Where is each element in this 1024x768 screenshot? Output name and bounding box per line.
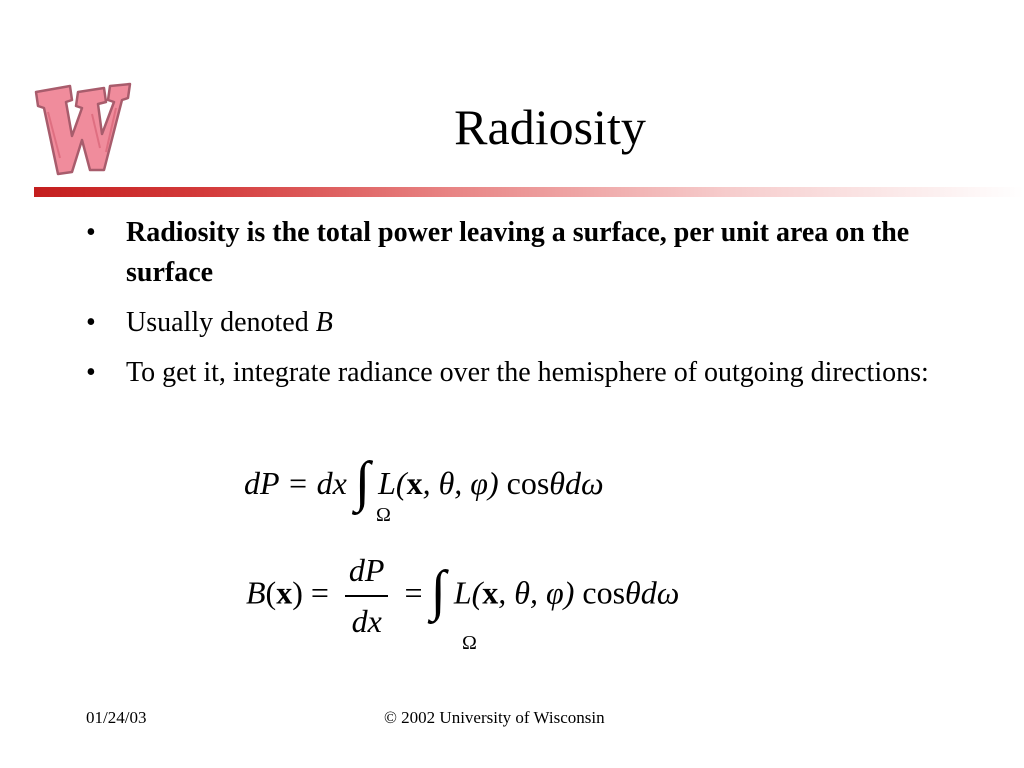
bullet-dot: •	[86, 217, 96, 248]
bullet-dot: •	[86, 357, 96, 388]
bullet-text-integration: To get it, integrate radiance over the hemisphere of outgoing directions:	[126, 357, 929, 388]
eq2-tail: θdω	[625, 574, 680, 611]
eq2-paren-close: )	[292, 574, 303, 611]
eq1-cos: cos	[506, 465, 550, 501]
eq2-fraction	[345, 552, 389, 640]
bullet-item	[86, 303, 986, 343]
bullet-item	[86, 353, 986, 393]
wisconsin-w-logo	[30, 78, 134, 178]
title-divider	[34, 187, 1024, 197]
eq1-integrand-pre: L(	[378, 465, 407, 501]
bullet-dot: •	[86, 307, 96, 338]
bullet-text-notation: Usually denoted	[126, 307, 316, 338]
slide-title: Radiosity	[454, 99, 646, 155]
eq2-domain: Ω	[462, 632, 477, 654]
eq2-cos: cos	[582, 574, 626, 611]
eq2-x-vector: x	[276, 574, 293, 611]
eq1-tail: θdω	[549, 465, 604, 501]
eq2-paren-open: (	[265, 574, 277, 611]
footer-copyright: © 2002 University of Wisconsin	[384, 708, 605, 727]
eq1-x-vector: x	[406, 465, 423, 501]
eq2-integrand-post: , θ, φ)	[498, 574, 575, 611]
integral-sign: ∫	[430, 560, 446, 623]
eq2-integrand-pre: L(	[453, 574, 483, 611]
eq1-lhs: dP = dx	[244, 465, 347, 501]
eq2-numerator: dP	[345, 552, 389, 597]
eq2-B: B	[246, 574, 266, 611]
eq2-x-vector-2: x	[482, 574, 499, 611]
bullet-item	[86, 213, 986, 293]
equation-power	[244, 444, 604, 526]
eq1-integrand-post: , θ, φ)	[422, 465, 499, 501]
bullet-text-definition: Radiosity is the total power leaving a surface, per unit area on the surface	[126, 217, 910, 288]
bullet-list	[86, 213, 986, 403]
eq2-equals-2: =	[404, 574, 423, 611]
equation-radiosity	[246, 552, 680, 654]
footer-date: 01/24/03	[86, 708, 147, 727]
w-logo-icon	[30, 78, 134, 178]
eq2-denominator: dx	[351, 603, 382, 639]
eq2-equals-1: =	[310, 574, 329, 611]
integral-sign: ∫	[354, 451, 371, 513]
symbol-B: B	[315, 307, 333, 338]
eq1-domain: Ω	[376, 504, 391, 526]
